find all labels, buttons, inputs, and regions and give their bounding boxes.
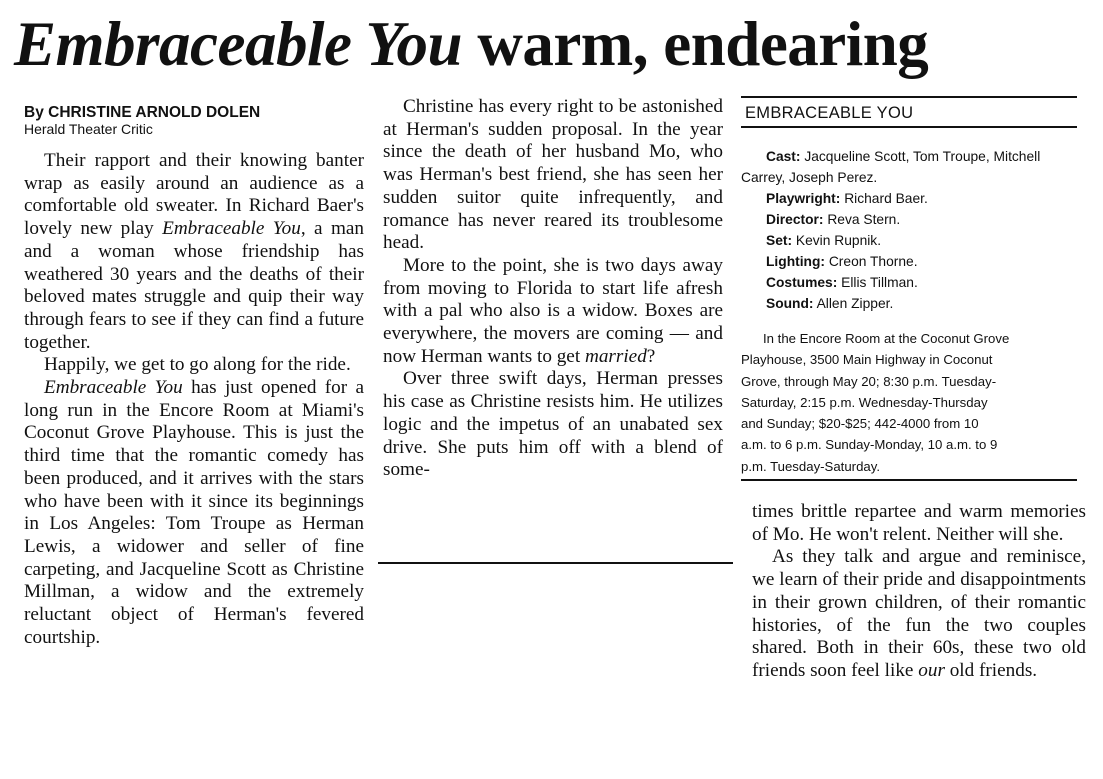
info-box-title: EMBRACEABLE YOU xyxy=(745,104,914,122)
venue-line: In the Encore Room at the Coconut Grove xyxy=(763,331,1010,346)
text-run: has just opened for a long run in the Encore Room at Miami's Coconut Grove Playhouse. This is just the third time that the romantic comedy has been produced, and it arrives with the stars who have been with it since its beginnings in Los Angeles: Tom Troupe as Herman Lewis, a widower and seller of fine carpeting, and Jacqueline Scott as Christine Millman, a widow and the extremely reluctant object of Herman's fevered courtship. xyxy=(24,377,364,648)
article-column-2 xyxy=(383,96,723,482)
byline-role: Herald Theater Critic xyxy=(24,121,153,137)
credit-value: Ellis Tillman. xyxy=(837,275,918,290)
venue-line: Playhouse, 3500 Main Highway in Coconut xyxy=(741,352,993,368)
venue-line: Grove, through May 20; 8:30 p.m. Tuesday- xyxy=(741,373,997,389)
paragraph xyxy=(752,546,1086,682)
credit-row xyxy=(741,293,1077,314)
emphasis: married xyxy=(584,345,647,367)
credit-row xyxy=(741,230,1077,251)
credit-label: Set: xyxy=(766,233,793,248)
article-column-1 xyxy=(24,130,364,649)
info-box-title-rule xyxy=(741,126,1077,128)
text-run: old friends. xyxy=(944,659,1038,681)
credit-value: Richard Baer. xyxy=(840,191,928,206)
venue-line: and Sunday; $20-$25; 442-4000 from 10 xyxy=(741,416,979,432)
byline-author: By CHRISTINE ARNOLD DOLEN xyxy=(24,104,261,121)
credit-row xyxy=(741,251,1077,272)
credit-row xyxy=(741,272,1077,293)
credit-label: Costumes: xyxy=(766,275,838,290)
headline xyxy=(14,4,1094,84)
paragraph: Over three swift days, Herman presses his case as Christine resists him. He utilizes logic and the impetus of an unabated sex drive. She puts him off with a blend of some- xyxy=(383,368,723,481)
play-title-italic: Embraceable You xyxy=(44,377,183,399)
text-run: Their rapport and their knowing banter wrap as easily around an audience as a comfortable old sweater. In Richard Baer's lovely new play xyxy=(24,150,364,240)
paragraph xyxy=(24,377,364,649)
article-column-3 xyxy=(752,501,1086,683)
venue-line: p.m. Tuesday-Saturday. xyxy=(741,458,881,474)
text-run: , a man and a woman whose friendship has weathered 30 years and the deaths of their beloved mates struggle and quip their way through fears to see if they can find a future together. xyxy=(24,218,364,353)
info-box-top-rule xyxy=(741,96,1077,98)
info-box-bottom-rule xyxy=(741,479,1077,481)
info-box xyxy=(741,96,1077,480)
credit-label: Playwright: xyxy=(766,191,841,206)
venue-line: a.m. to 6 p.m. Sunday-Monday, 10 a.m. to 9 xyxy=(741,437,998,453)
credit-value: Reva Stern. xyxy=(823,212,901,227)
credit-row xyxy=(741,188,1077,209)
credit-value: Allen Zipper. xyxy=(813,296,894,311)
headline-play-title: Embraceable You xyxy=(14,9,463,79)
credit-label: Cast: xyxy=(766,149,801,164)
venue-line: Saturday, 2:15 p.m. Wednesday-Thursday xyxy=(741,394,988,410)
text-run: ? xyxy=(646,345,656,367)
play-title-italic: Embraceable You xyxy=(162,218,301,240)
credit-row xyxy=(741,209,1077,230)
credit-value: Creon Thorne. xyxy=(825,254,918,269)
paragraph: Christine has every right to be astonished at Herman's sudden proposal. In the year since the death of her husband Mo, who was Herman's best friend, she has seen her sudden suitor quite infrequently, and romance has never reared its troublesome head. xyxy=(383,96,723,254)
paragraph xyxy=(383,255,723,369)
column-2-end-rule xyxy=(378,562,733,564)
paragraph: times brittle repartee and warm memories of Mo. He won't relent. Neither will she. xyxy=(752,501,1086,545)
text-run: More to the point, she is two days away from moving to Florida to start life afresh with a pal who also is a widow. Boxes are everywhere, the movers are coming — and now Herman wants to get xyxy=(383,254,723,367)
credit-label: Sound: xyxy=(766,296,814,311)
credits-list xyxy=(741,146,1077,314)
paragraph: Happily, we get to go along for the ride. xyxy=(44,354,351,376)
credit-value: Jacqueline Scott, Tom Troupe, Mitchell Carrey, Joseph Perez. xyxy=(741,149,1041,185)
emphasis: our xyxy=(918,659,945,681)
text-run: As they talk and argue and reminisce, we learn of their pride and disappointments in their grown children, of their romantic histories, of the fun the two couples shared. Both in their 60s, these two old friends soon feel like xyxy=(752,546,1086,681)
credit-row xyxy=(741,146,1077,188)
credit-label: Director: xyxy=(766,212,824,227)
headline-verdict: warm, endearing xyxy=(462,9,929,79)
paragraph xyxy=(24,150,364,354)
credit-label: Lighting: xyxy=(766,254,825,269)
credit-value: Kevin Rupnik. xyxy=(792,233,882,248)
venue-details xyxy=(741,328,1077,477)
